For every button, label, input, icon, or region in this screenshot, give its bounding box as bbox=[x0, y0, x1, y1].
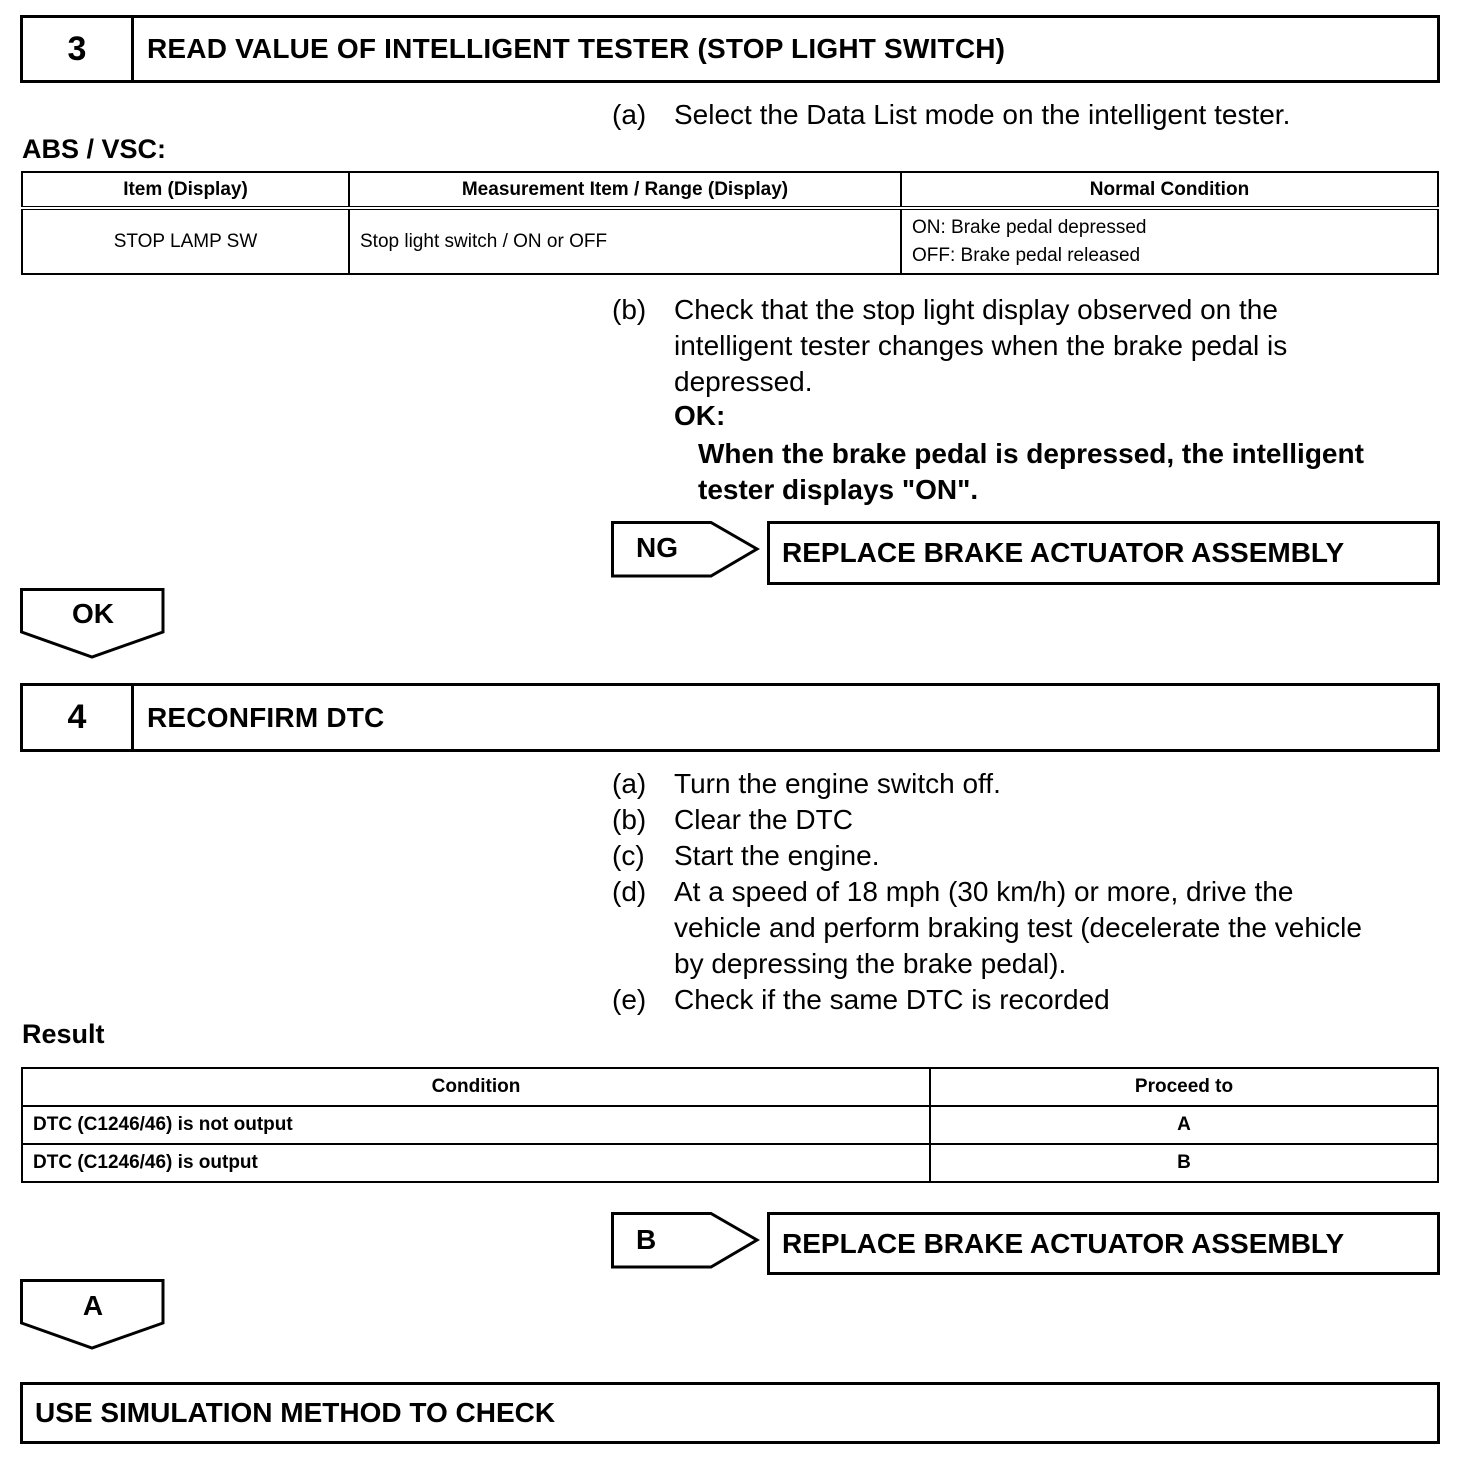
instruction-text: Turn the engine switch off. bbox=[674, 768, 1001, 799]
ok-branch-label: OK bbox=[72, 598, 114, 629]
table-header-cell: Normal Condition bbox=[901, 172, 1438, 208]
b-label: B bbox=[636, 1224, 657, 1255]
table-header-row bbox=[22, 172, 1438, 208]
result-table bbox=[21, 1067, 1439, 1183]
step-number: 4 bbox=[23, 686, 134, 749]
final-action-box: USE SIMULATION METHOD TO CHECK bbox=[20, 1382, 1440, 1444]
step-4-header bbox=[20, 683, 1440, 752]
table-header-cell: Item (Display) bbox=[22, 172, 349, 208]
instruction-letter: (a) bbox=[612, 768, 647, 799]
table-header-cell: Condition bbox=[22, 1068, 930, 1106]
data-list-table bbox=[21, 171, 1439, 275]
instruction-text: Check if the same DTC is recorded bbox=[674, 984, 1110, 1015]
ng-arrow-tag bbox=[611, 521, 761, 579]
table-cell bbox=[901, 208, 1438, 274]
b-arrow-tag bbox=[611, 1212, 761, 1270]
instruction-text: depressed. bbox=[674, 366, 813, 397]
step-number: 3 bbox=[23, 18, 134, 80]
instruction-letter: (e) bbox=[612, 984, 647, 1015]
instruction-3b bbox=[612, 292, 1432, 400]
system-label: ABS / VSC: bbox=[22, 134, 167, 164]
table-cell: DTC (C1246/46) is not output bbox=[22, 1106, 930, 1144]
instruction-letter: (b) bbox=[612, 294, 647, 325]
a-branch-label: A bbox=[82, 1290, 104, 1321]
instruction-text: Start the engine. bbox=[674, 840, 880, 871]
instruction-letter: (d) bbox=[612, 876, 647, 907]
instruction-letter: (b) bbox=[612, 804, 647, 835]
table-cell: STOP LAMP SW bbox=[22, 208, 349, 274]
table-header-cell: Measurement Item / Range (Display) bbox=[349, 172, 901, 208]
step-3-header bbox=[20, 15, 1440, 83]
table-row bbox=[22, 1106, 1438, 1144]
instruction-4b bbox=[612, 802, 1432, 838]
table-cell: B bbox=[930, 1144, 1438, 1182]
instruction-letter: (c) bbox=[612, 840, 645, 871]
table-cell: DTC (C1246/46) is output bbox=[22, 1144, 930, 1182]
table-header-cell: Proceed to bbox=[930, 1068, 1438, 1106]
instruction-text: Clear the DTC bbox=[674, 804, 853, 835]
instruction-text: vehicle and perform braking test (decelerate the vehicle bbox=[674, 912, 1362, 943]
instruction-text: Check that the stop light display observed on the bbox=[674, 294, 1278, 325]
table-header-row bbox=[22, 1068, 1438, 1106]
ok-criteria bbox=[698, 436, 1364, 508]
table-cell: A bbox=[930, 1106, 1438, 1144]
instruction-text: intelligent tester changes when the brake pedal is bbox=[674, 330, 1288, 361]
instruction-4d bbox=[612, 874, 1452, 982]
table-row bbox=[22, 1144, 1438, 1182]
result-label: Result bbox=[22, 1019, 105, 1049]
instruction-3a bbox=[612, 97, 1432, 133]
instruction-text: At a speed of 18 mph (30 km/h) or more, drive the bbox=[674, 876, 1294, 907]
instruction-text: Select the Data List mode on the intelligent tester. bbox=[674, 99, 1291, 130]
step-title: RECONFIRM DTC bbox=[147, 701, 385, 733]
instruction-4a bbox=[612, 766, 1432, 802]
ng-action-box: REPLACE BRAKE ACTUATOR ASSEMBLY bbox=[767, 521, 1440, 585]
instruction-letter: (a) bbox=[612, 99, 647, 130]
table-row bbox=[22, 208, 1438, 274]
ok-label: OK: bbox=[674, 400, 726, 431]
table-cell: Stop light switch / ON or OFF bbox=[349, 208, 901, 274]
b-action-box: REPLACE BRAKE ACTUATOR ASSEMBLY bbox=[767, 1212, 1440, 1275]
instruction-4c bbox=[612, 838, 1432, 874]
step-title: READ VALUE OF INTELLIGENT TESTER (STOP LIGHT SWITCH) bbox=[147, 33, 1006, 64]
normal-condition-line: OFF: Brake pedal released bbox=[912, 244, 1141, 266]
ng-label: NG bbox=[636, 532, 678, 563]
instruction-4e bbox=[612, 982, 1432, 1018]
instruction-text: by depressing the brake pedal). bbox=[674, 948, 1067, 979]
ok-criteria-line: tester displays "ON". bbox=[698, 474, 979, 505]
ok-criteria-line: When the brake pedal is depressed, the intelligent bbox=[698, 438, 1364, 469]
normal-condition-line: ON: Brake pedal depressed bbox=[912, 216, 1147, 238]
